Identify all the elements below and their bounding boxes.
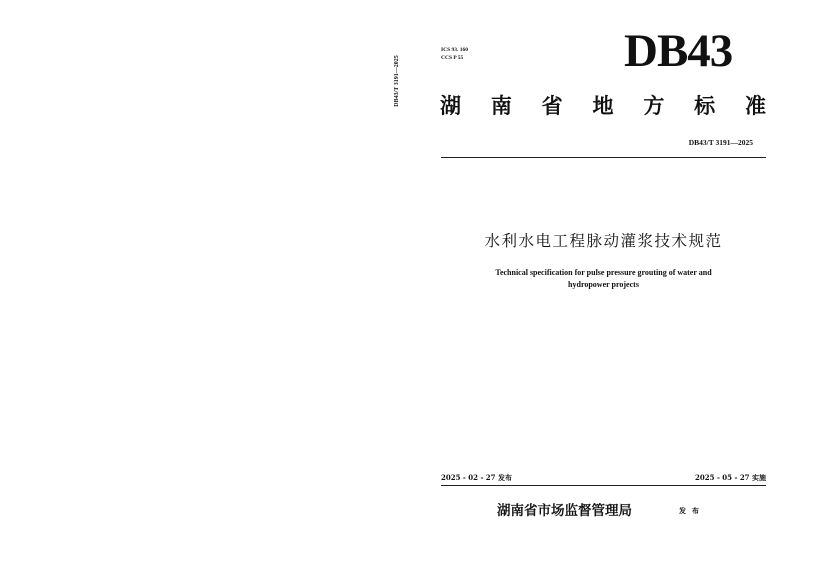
top-divider: [441, 157, 766, 158]
english-title-line: Technical specification for pulse pressure grouting of water and: [495, 268, 712, 277]
ics-code: ICS 93. 160: [441, 47, 469, 53]
heading-char: 省: [541, 93, 563, 118]
issue-date: 2025 - 02 - 27 发布: [441, 473, 512, 482]
bottom-divider: [441, 485, 766, 486]
english-title: [451, 267, 756, 291]
heading-char: 准: [744, 93, 766, 118]
standard-number: DB43/T 3191—2025: [688, 138, 753, 147]
spine-standard-code: DB43/T 3191—2025: [394, 55, 400, 107]
heading-char: 标: [694, 93, 716, 118]
chinese-title: 水利水电工程脉动灌浆技术规范: [484, 232, 723, 250]
classification-block: [441, 46, 468, 62]
issuing-action: 发布: [679, 506, 705, 515]
english-title-line: hydropower projects: [568, 280, 639, 289]
heading-char: 方: [643, 93, 665, 118]
spine-label: [392, 48, 402, 118]
heading-char: 湖: [440, 93, 461, 118]
heading-char: 地: [592, 93, 614, 118]
province-standard-heading: [440, 92, 766, 120]
ccs-code: CCS P 55: [441, 55, 464, 61]
db-code-logo: DB43: [624, 25, 733, 77]
effective-date: 2025 - 05 - 27 实施: [695, 473, 766, 482]
heading-char: 南: [490, 93, 512, 118]
issuing-authority: 湖南省市场监督管理局: [497, 503, 632, 519]
